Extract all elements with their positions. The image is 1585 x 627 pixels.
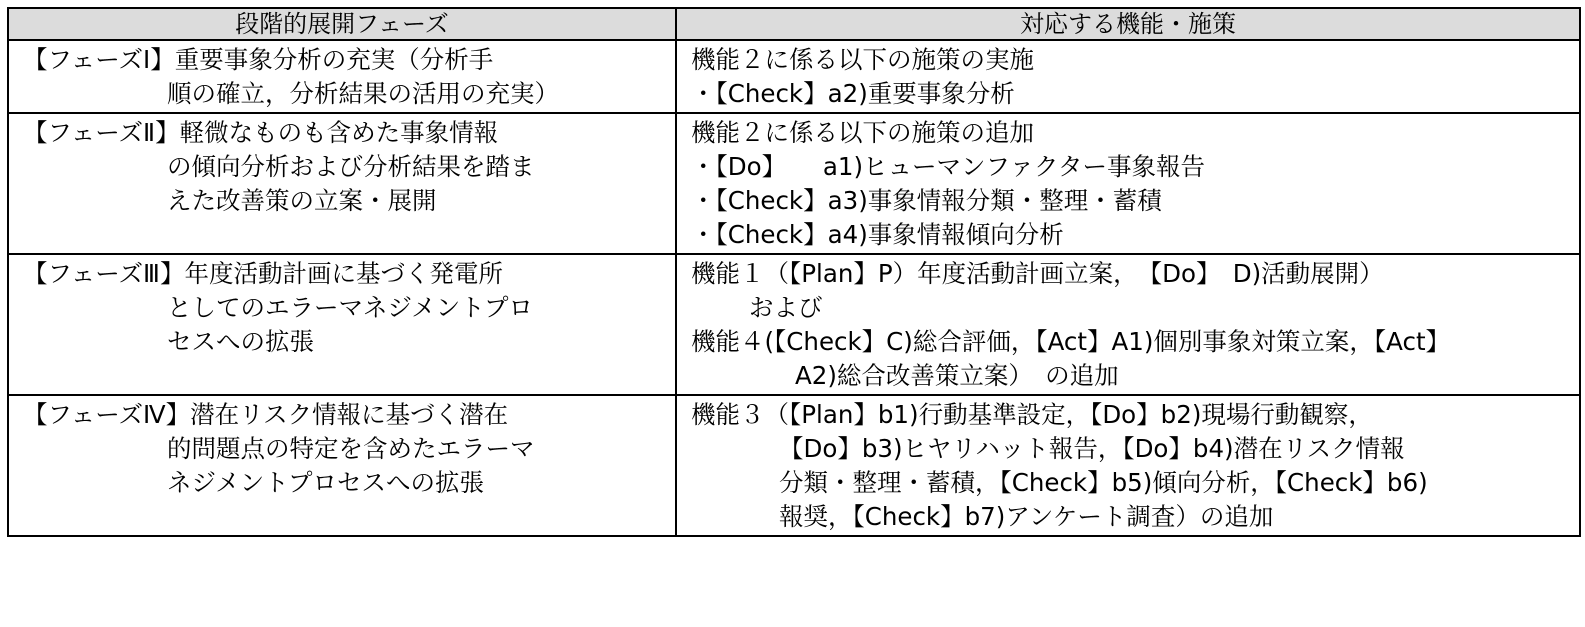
function-text-line: 機能１（【Plan】P）年度活動計画立案， 【Do】 D)活動展開） bbox=[691, 259, 1384, 288]
header-phase: 段階的展開フェーズ bbox=[8, 8, 676, 40]
phase-text-line: 的問題点の特定を含めたエラーマ bbox=[167, 434, 535, 463]
table-row-phase-3 bbox=[8, 254, 1580, 395]
function-cell bbox=[676, 40, 1580, 113]
phase-cell bbox=[8, 395, 676, 536]
function-text-line: ・【Do】 a1)ヒューマンファクター事象報告 bbox=[691, 152, 1206, 181]
phase-text-line: えた改善策の立案・展開 bbox=[167, 186, 437, 215]
phase-cell bbox=[8, 254, 676, 395]
phase-text-line: ネジメントプロセスへの拡張 bbox=[167, 468, 485, 497]
function-text-line: および bbox=[749, 293, 823, 322]
function-text-line: 機能４(【Check】C)総合評価，【Act】A1)個別事象対策立案，【Act】 bbox=[691, 327, 1451, 356]
header-function: 対応する機能・施策 bbox=[676, 8, 1580, 40]
table-row-phase-4 bbox=[8, 395, 1580, 536]
phase-text-line: としてのエラーマネジメントプロ bbox=[167, 293, 534, 322]
function-text-line: ・【Check】a4)事象情報傾向分析 bbox=[691, 220, 1064, 249]
phase-text-line: 【フェーズⅣ】潜在リスク情報に基づく潜在 bbox=[23, 400, 509, 429]
function-text-line: 分類・整理・蓄積，【Check】b5)傾向分析，【Check】b6) bbox=[779, 468, 1428, 497]
function-text-line: A2)総合改善策立案） の追加 bbox=[795, 361, 1119, 390]
function-text-line: 報奨，【Check】b7)アンケート調査）の追加 bbox=[779, 502, 1274, 531]
phase-cell bbox=[8, 113, 676, 254]
function-text-line: ・【Check】a3)事象情報分類・整理・蓄積 bbox=[691, 186, 1162, 215]
table-row-phase-1 bbox=[8, 40, 1580, 113]
phase-function-table bbox=[7, 7, 1581, 537]
function-cell bbox=[676, 113, 1580, 254]
function-text-line: 機能２に係る以下の施策の実施 bbox=[691, 45, 1034, 74]
function-text-line: 機能３（【Plan】b1)行動基準設定，【Do】b2)現場行動観察， bbox=[691, 400, 1373, 429]
phase-cell bbox=[8, 40, 676, 113]
function-text-line: 機能２に係る以下の施策の追加 bbox=[691, 118, 1034, 147]
table-row-phase-2 bbox=[8, 113, 1580, 254]
phase-text-line: 【フェーズⅠ】重要事象分析の充実（分析手 bbox=[23, 45, 494, 74]
function-text-line: 【Do】b3)ヒヤリハット報告，【Do】b4)潜在リスク情報 bbox=[779, 434, 1405, 463]
function-text-line: ・【Check】a2)重要事象分析 bbox=[691, 79, 1015, 108]
phase-text-line: 【フェーズⅡ】軽微なものも含めた事象情報 bbox=[23, 118, 499, 147]
phase-text-line: 【フェーズⅢ】年度活動計画に基づく発電所 bbox=[23, 259, 503, 288]
function-cell bbox=[676, 395, 1580, 536]
function-cell bbox=[676, 254, 1580, 395]
phase-text-line: 順の確立，分析結果の活用の充実） bbox=[167, 79, 559, 108]
phase-text-line: の傾向分析および分析結果を踏ま bbox=[167, 152, 535, 181]
header-row bbox=[8, 8, 1580, 40]
phase-text-line: セスへの拡張 bbox=[167, 327, 314, 356]
